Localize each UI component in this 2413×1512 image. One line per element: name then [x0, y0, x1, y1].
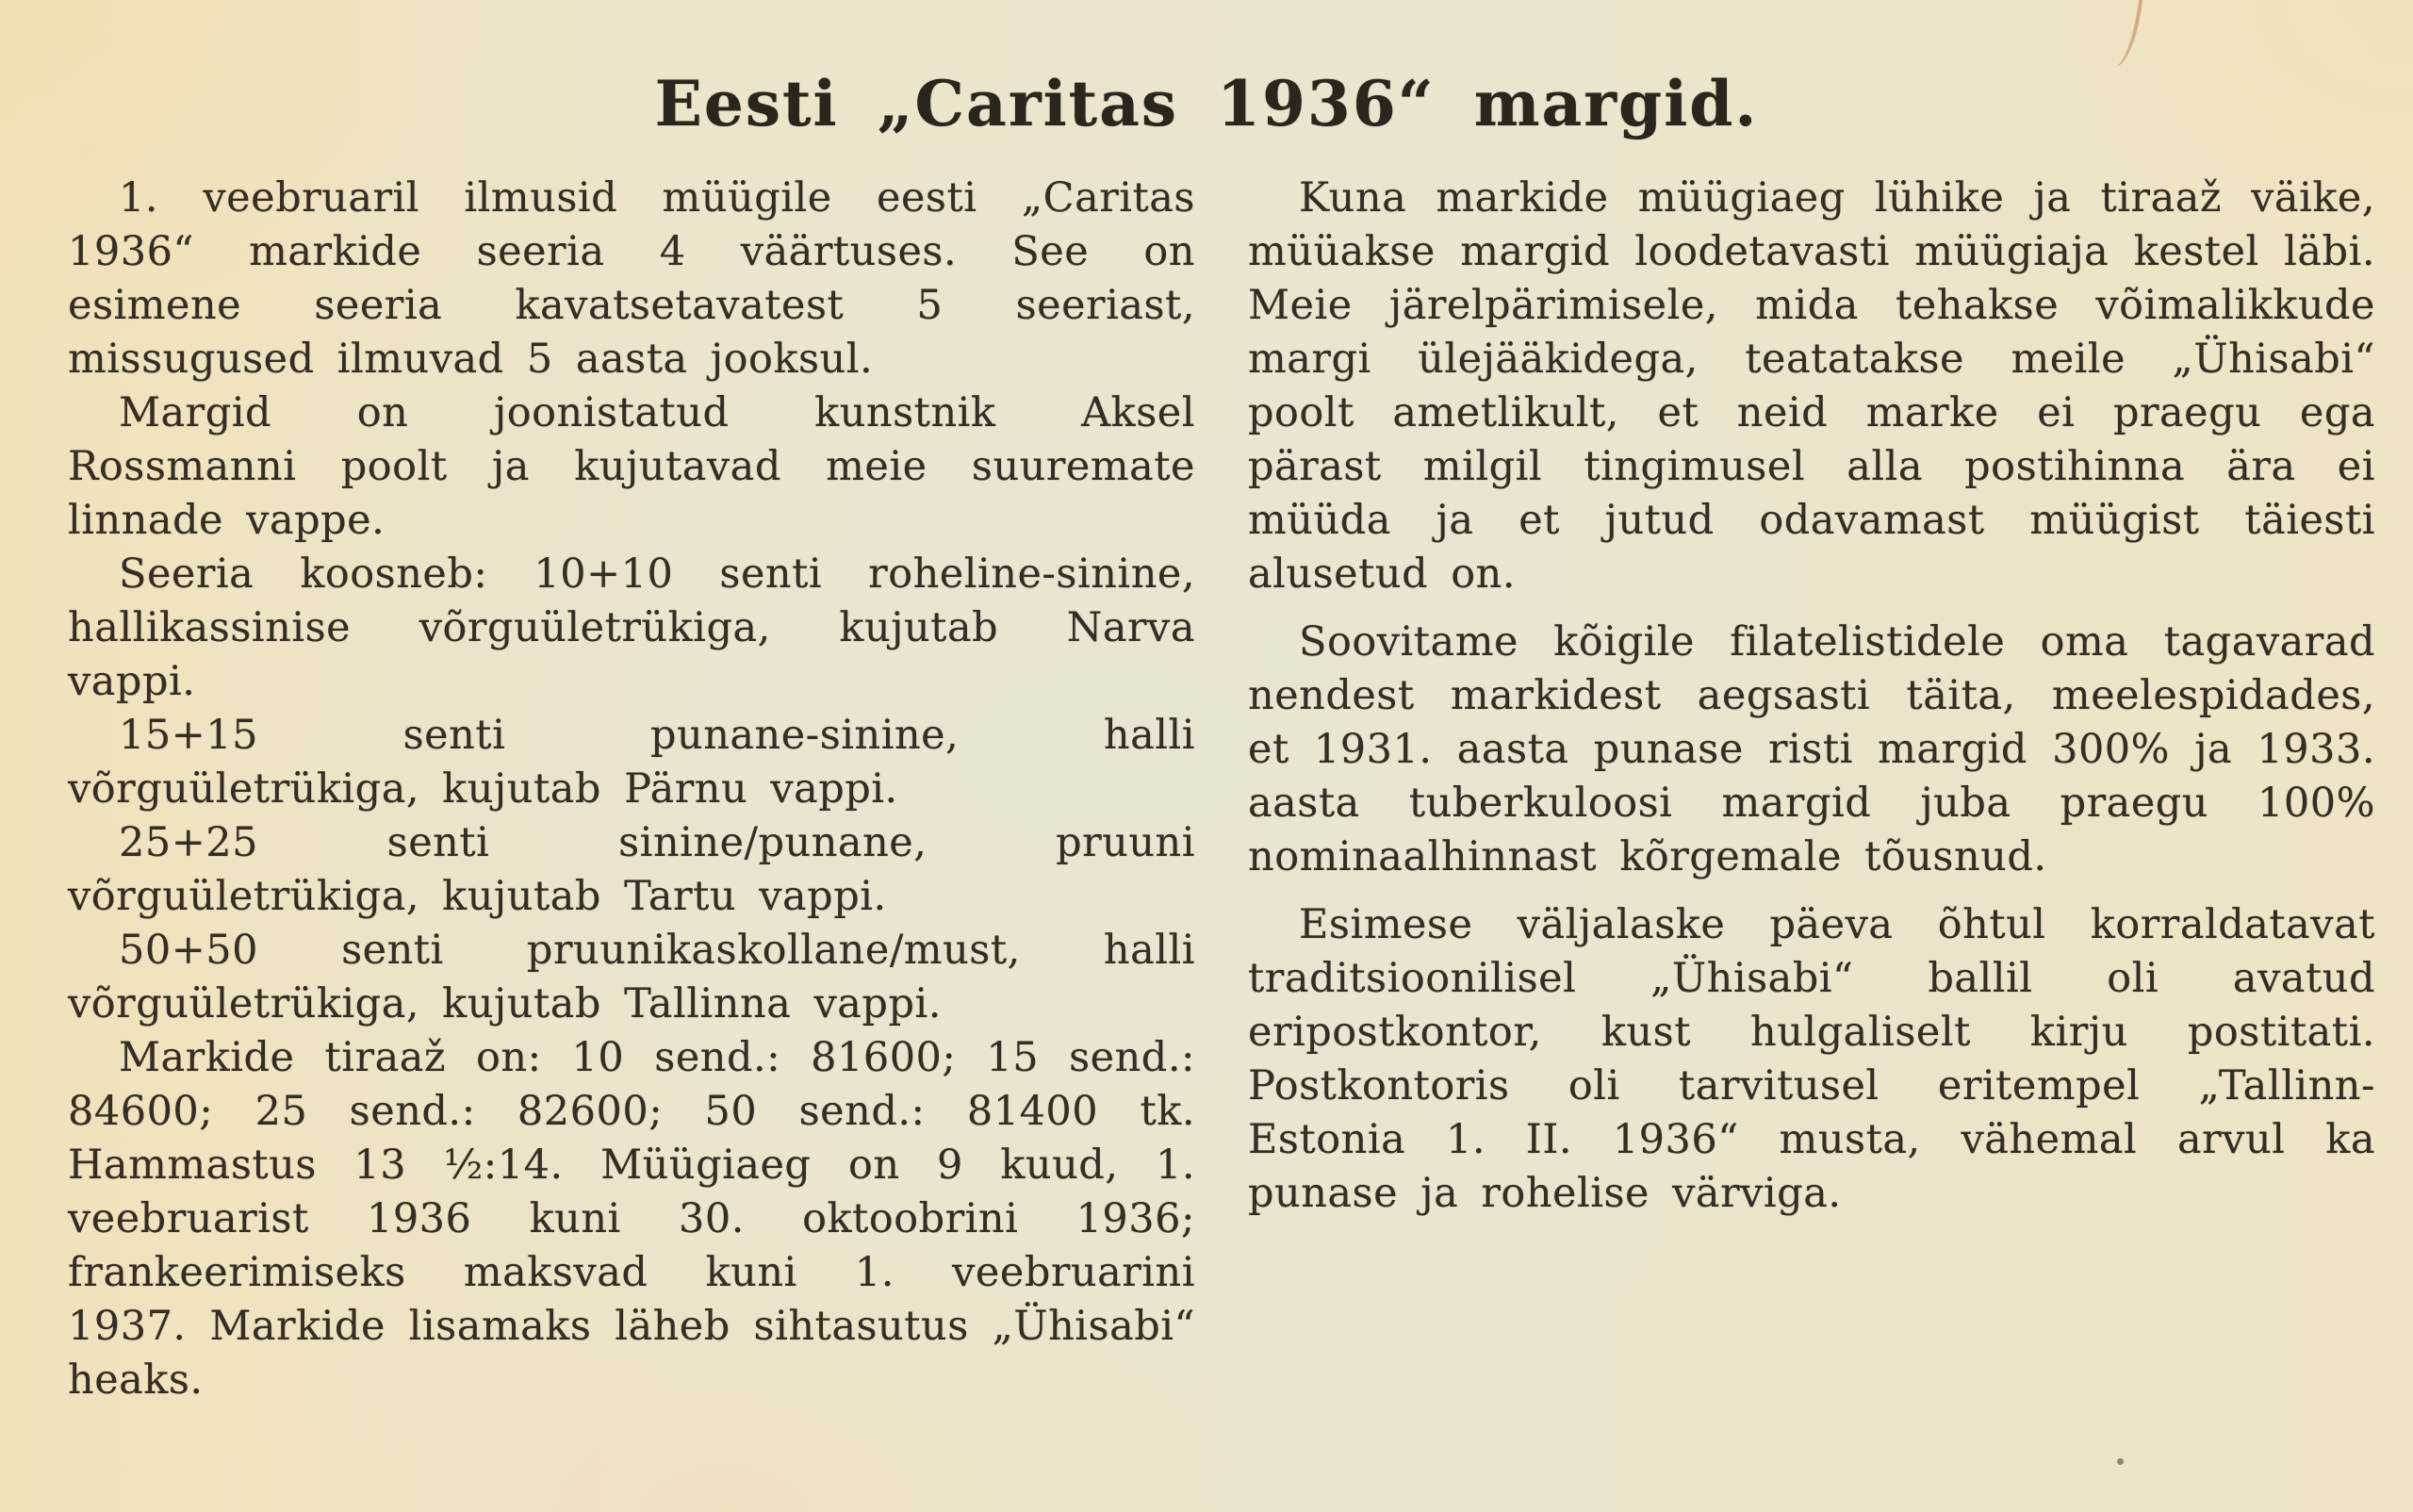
paragraph-stamp-50-senti: 50+50 senti pruunikaskollane/must, halli võrguületrükiga, kujutab Tallinna vappi.: [68, 927, 1195, 1027]
left-column: [68, 172, 1195, 1407]
paragraph-print-run-and-sale-period: Markide tiraaž on: 10 send.: 81600; 15 send.: 84600; 25 send.: 82600; 50 send.: 81400 tk. Hammastus 13 ½:14. Müügiaeg on 9 kuud, 1. veebruarist 1936 kuni 30. oktoobrini 1936; frankeerimiseks maksvad kuni 1. veebruarini 1937. Markide lisamaks läheb sihtasutus „Ühisabi“ heaks.: [68, 1034, 1195, 1404]
article-body: [0, 138, 2413, 1407]
paragraph-stamp-10-senti: Seeria koosneb: 10+10 senti roheline-sinine, hallikassinise võrguületrükiga, kujutab Narva vappi.: [68, 551, 1195, 705]
paragraph-stamp-15-senti: 15+15 senti punane-sinine, halli võrguületrükiga, kujutab Pärnu vappi.: [68, 712, 1195, 813]
article-title: Eesti „Caritas 1936“ margid.: [654, 67, 1759, 140]
paragraph-stamp-25-senti: 25+25 senti sinine/punane, pruuni võrguületrükiga, kujutab Tartu vappi.: [68, 819, 1195, 920]
paragraph-designer: Margid on joonistatud kunstnik Aksel Rossmanni poolt ja kujutavad meie suuremate linnade vappe.: [68, 389, 1195, 544]
paper-speck: [2117, 1458, 2124, 1465]
right-column: [1248, 172, 2375, 1407]
paragraph-issue-intro: 1. veebruaril ilmusid müügile eesti „Caritas 1936“ markide seeria 4 väärtuses. See on esimene seeria kavatsetavatest 5 seeriast, missugused ilmuvad 5 aasta jooksul.: [68, 174, 1195, 383]
paragraph-sale-expectation: Kuna markide müügiaeg lühike ja tiraaž väike, müüakse margid loodetavasti müügiaja kestel läbi. Meie järelpärimisele, mida tehakse võimalikkude margi ülejääkidega, teatatakse meile „Ühisabi“ poolt ametlikult, et neid marke ei praegu ega pärast milgil tingimusel alla postihinna ära ei müüda ja et jutud odavamast müügist täiesti alusetud on.: [1248, 174, 2375, 598]
paragraph-first-day-post-office: Esimese väljalaske päeva õhtul korraldatavat traditsioonilisel „Ühisabi“ ballil oli avatud eripostkontor, kust hulgaliselt kirju postitati. Postkontoris oli tarvitusel eritempel „Tallinn-Estonia 1. II. 1936“ musta, vähemal arvul ka punase ja rohelise värviga.: [1248, 901, 2375, 1217]
paragraph-collector-recommendation: Soovitame kõigile filatelistidele oma tagavarad nendest markidest aegsasti täita, meelespidades, et 1931. aasta punase risti margid 300% ja 1933. aasta tuberkuloosi margid juba praegu 100% nominaalhinnast kõrgemale tõusnud.: [1248, 618, 2375, 880]
